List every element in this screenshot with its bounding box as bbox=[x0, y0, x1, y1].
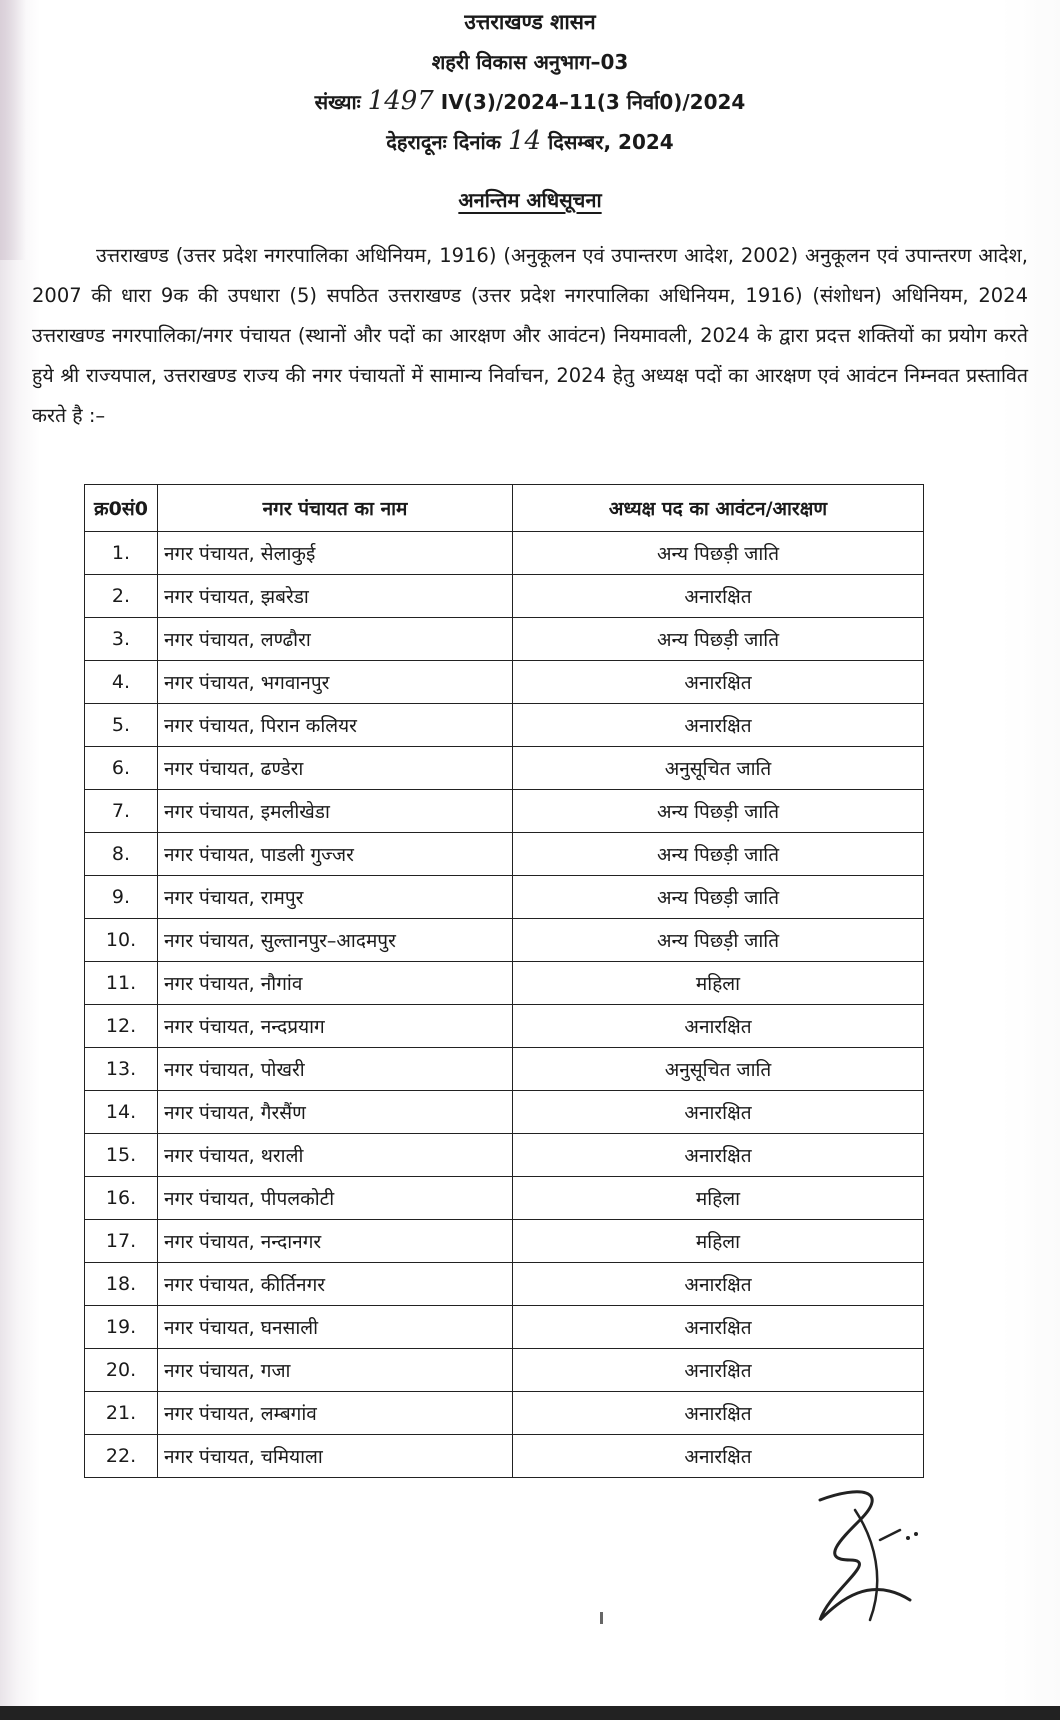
row-panchayat-name: नगर पंचायत, रामपुर bbox=[158, 876, 513, 919]
number-rest: IV(3)/2024–11(3 निर्वा0)/2024 bbox=[440, 90, 746, 114]
row-serial: 13. bbox=[85, 1048, 158, 1091]
row-serial: 11. bbox=[85, 962, 158, 1005]
row-serial: 16. bbox=[85, 1177, 158, 1220]
date-rest: दिसम्बर, 2024 bbox=[548, 130, 674, 154]
row-allocation: महिला bbox=[513, 1220, 924, 1263]
row-panchayat-name: नगर पंचायत, थराली bbox=[158, 1134, 513, 1177]
table-row bbox=[85, 1091, 924, 1134]
handwritten-number: 1497 bbox=[367, 86, 434, 116]
govt-title: उत्तराखण्ड शासन bbox=[464, 10, 596, 34]
row-serial: 21. bbox=[85, 1392, 158, 1435]
row-allocation: महिला bbox=[513, 1177, 924, 1220]
row-panchayat-name: नगर पंचायत, झबरेडा bbox=[158, 575, 513, 618]
row-panchayat-name: नगर पंचायत, चमियाला bbox=[158, 1435, 513, 1478]
table-row bbox=[85, 704, 924, 747]
table-row bbox=[85, 661, 924, 704]
handwritten-date: 14 bbox=[508, 126, 542, 156]
row-serial: 12. bbox=[85, 1005, 158, 1048]
row-allocation: महिला bbox=[513, 962, 924, 1005]
row-allocation: अनुसूचित जाति bbox=[513, 1048, 924, 1091]
row-panchayat-name: नगर पंचायत, नन्दानगर bbox=[158, 1220, 513, 1263]
table-row bbox=[85, 1392, 924, 1435]
scan-bottom-edge bbox=[0, 1706, 1060, 1720]
table-row bbox=[85, 833, 924, 876]
row-panchayat-name: नगर पंचायत, नन्दप्रयाग bbox=[158, 1005, 513, 1048]
table-row bbox=[85, 790, 924, 833]
row-panchayat-name: नगर पंचायत, सेलाकुई bbox=[158, 532, 513, 575]
table-row bbox=[85, 1263, 924, 1306]
row-serial: 4. bbox=[85, 661, 158, 704]
row-serial: 6. bbox=[85, 747, 158, 790]
row-panchayat-name: नगर पंचायत, गैरसैंण bbox=[158, 1091, 513, 1134]
row-allocation: अन्य पिछड़ी जाति bbox=[513, 618, 924, 661]
row-panchayat-name: नगर पंचायत, इमलीखेडा bbox=[158, 790, 513, 833]
row-panchayat-name: नगर पंचायत, लम्बगांव bbox=[158, 1392, 513, 1435]
row-allocation: अनारक्षित bbox=[513, 575, 924, 618]
row-allocation: अनारक्षित bbox=[513, 704, 924, 747]
row-panchayat-name: नगर पंचायत, कीर्तिनगर bbox=[158, 1263, 513, 1306]
row-allocation: अन्य पिछड़ी जाति bbox=[513, 833, 924, 876]
row-serial: 19. bbox=[85, 1306, 158, 1349]
table-row bbox=[85, 575, 924, 618]
row-allocation: अनारक्षित bbox=[513, 1349, 924, 1392]
row-allocation: अन्य पिछड़ी जाति bbox=[513, 876, 924, 919]
subject-text: अनन्तिम अधिसूचना bbox=[458, 188, 602, 212]
row-panchayat-name: नगर पंचायत, पिरान कलियर bbox=[158, 704, 513, 747]
row-allocation: अन्य पिछड़ी जाति bbox=[513, 532, 924, 575]
row-allocation: अनारक्षित bbox=[513, 661, 924, 704]
row-serial: 20. bbox=[85, 1349, 158, 1392]
table-row bbox=[85, 1177, 924, 1220]
table-row bbox=[85, 532, 924, 575]
row-serial: 15. bbox=[85, 1134, 158, 1177]
row-allocation: अनारक्षित bbox=[513, 1134, 924, 1177]
row-allocation: अनारक्षित bbox=[513, 1005, 924, 1048]
row-serial: 14. bbox=[85, 1091, 158, 1134]
row-allocation: अन्य पिछड़ी जाति bbox=[513, 919, 924, 962]
row-allocation: अनारक्षित bbox=[513, 1392, 924, 1435]
table-row bbox=[85, 618, 924, 661]
table-row bbox=[85, 962, 924, 1005]
row-allocation: अनारक्षित bbox=[513, 1263, 924, 1306]
row-panchayat-name: नगर पंचायत, नौगांव bbox=[158, 962, 513, 1005]
issue-date bbox=[0, 126, 1060, 156]
stray-mark bbox=[600, 1612, 603, 1624]
row-serial: 22. bbox=[85, 1435, 158, 1478]
table-row bbox=[85, 1048, 924, 1091]
table-header-row bbox=[85, 485, 924, 532]
row-panchayat-name: नगर पंचायत, गजा bbox=[158, 1349, 513, 1392]
row-panchayat-name: नगर पंचायत, ढण्डेरा bbox=[158, 747, 513, 790]
number-label: संख्याः bbox=[314, 90, 361, 114]
row-panchayat-name: नगर पंचायत, घनसाली bbox=[158, 1306, 513, 1349]
reference-number bbox=[0, 86, 1060, 116]
signature-image bbox=[800, 1480, 930, 1630]
header-allocation: अध्यक्ष पद का आवंटन/आरक्षण bbox=[513, 485, 924, 532]
row-serial: 10. bbox=[85, 919, 158, 962]
table-row bbox=[85, 919, 924, 962]
department-title: शहरी विकास अनुभाग–03 bbox=[431, 50, 629, 74]
row-panchayat-name: नगर पंचायत, सुल्तानपुर–आदमपुर bbox=[158, 919, 513, 962]
row-allocation: अनारक्षित bbox=[513, 1306, 924, 1349]
row-panchayat-name: नगर पंचायत, पीपलकोटी bbox=[158, 1177, 513, 1220]
row-panchayat-name: नगर पंचायत, पाडली गुज्जर bbox=[158, 833, 513, 876]
table-row bbox=[85, 1005, 924, 1048]
header-serial: क्र0सं0 bbox=[85, 485, 158, 532]
row-serial: 8. bbox=[85, 833, 158, 876]
row-serial: 5. bbox=[85, 704, 158, 747]
row-serial: 2. bbox=[85, 575, 158, 618]
table-row bbox=[85, 1435, 924, 1478]
table-row bbox=[85, 1306, 924, 1349]
row-serial: 3. bbox=[85, 618, 158, 661]
row-allocation: अनुसूचित जाति bbox=[513, 747, 924, 790]
row-allocation: अनारक्षित bbox=[513, 1091, 924, 1134]
row-serial: 18. bbox=[85, 1263, 158, 1306]
row-allocation: अन्य पिछड़ी जाति bbox=[513, 790, 924, 833]
row-serial: 9. bbox=[85, 876, 158, 919]
table-row bbox=[85, 1220, 924, 1263]
row-serial: 7. bbox=[85, 790, 158, 833]
reservation-table bbox=[84, 484, 924, 1478]
row-serial: 17. bbox=[85, 1220, 158, 1263]
notification-subject bbox=[0, 186, 1060, 213]
notification-body: उत्तराखण्ड (उत्तर प्रदेश नगरपालिका अधिनियम, 1916) (अनुकूलन एवं उपान्तरण आदेश, 2002) अनुकूलन एवं उपान्तरण आदेश, 2007 की धारा 9क की उपधारा (5) सपठित उत्तराखण्ड (उत्तर प्रदेश नगरपालिका अधिनियम, 1916) (संशोधन) अधिनियम, 2024 उत्तराखण्ड नगरपालिका/नगर पंचायत (स्थानों और पदों का आरक्षण और आवंटन) नियमावली, 2024 के द्वारा प्रदत्त शक्तियों का प्रयोग करते हुये श्री राज्यपाल, उत्तराखण्ड राज्य की नगर पंचायतों में सामान्य निर्वाचन, 2024 हेतु अध्यक्ष पदों का आरक्षण एवं आवंटन निम्नवत प्रस्तावित करते है :– bbox=[32, 244, 1028, 427]
header-name: नगर पंचायत का नाम bbox=[158, 485, 513, 532]
table-row bbox=[85, 876, 924, 919]
row-panchayat-name: नगर पंचायत, लण्ढौरा bbox=[158, 618, 513, 661]
table-row bbox=[85, 1349, 924, 1392]
row-serial: 1. bbox=[85, 532, 158, 575]
table-row bbox=[85, 1134, 924, 1177]
row-panchayat-name: नगर पंचायत, पोखरी bbox=[158, 1048, 513, 1091]
date-label: देहरादूनः दिनांक bbox=[386, 130, 502, 154]
row-allocation: अनारक्षित bbox=[513, 1435, 924, 1478]
row-panchayat-name: नगर पंचायत, भगवानपुर bbox=[158, 661, 513, 704]
table-row bbox=[85, 747, 924, 790]
